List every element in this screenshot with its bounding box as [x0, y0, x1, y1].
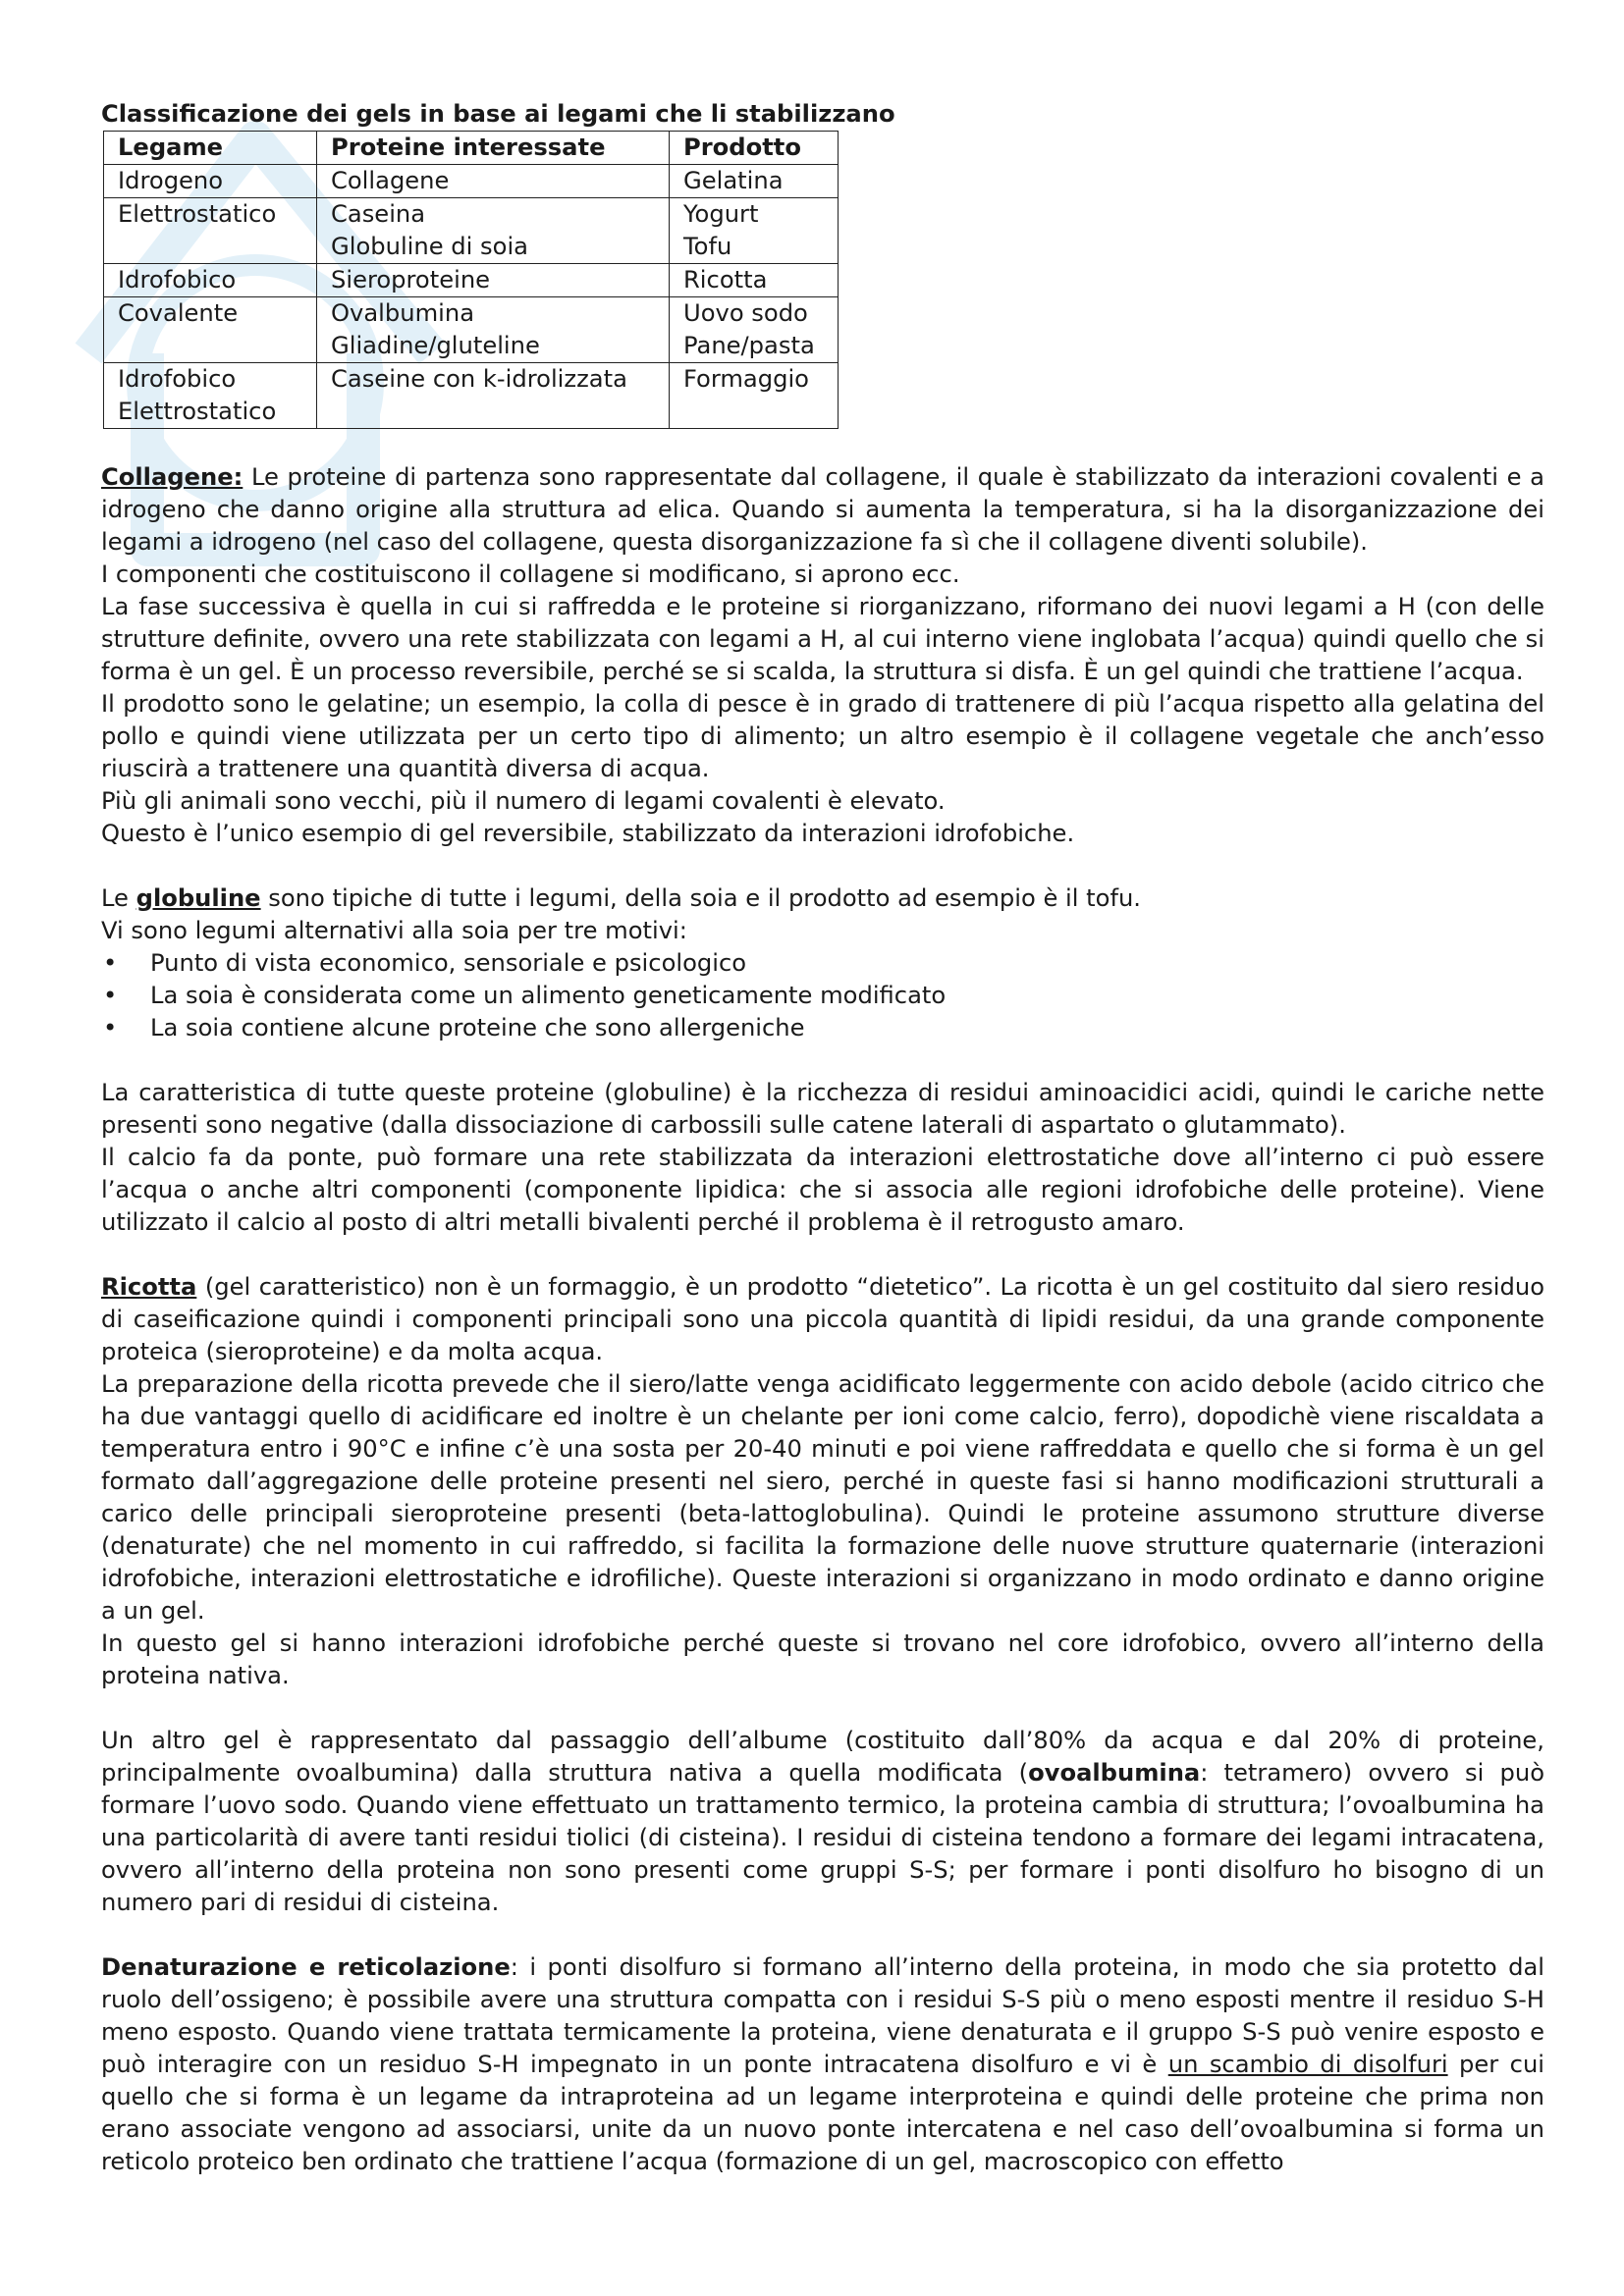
table-title: Classificazione dei gels in base ai legami che li stabilizzano: [101, 100, 895, 128]
bold-term: ovoalbumina: [1028, 1759, 1201, 1787]
section-globuline-details: [101, 1077, 1544, 1239]
cell-text: Idrofobico: [118, 365, 237, 393]
paragraph: I componenti che costituiscono il collagene si modificano, si aprono ecc.: [101, 561, 960, 588]
cell-prodotto: [670, 198, 839, 264]
paragraph-text: Un altro gel è rappresentato dal passaggio dell’albume (costituito dall’80% da acqua e dal 20% di proteine, principalmente ovoalbumina) dalla struttura nativa a quella modificata (: [101, 1727, 1544, 1787]
paragraph-text: sono tipiche di tutte i legumi, della soia e il prodotto ad esempio è il tofu.: [260, 884, 1141, 912]
cell-proteine: [317, 198, 670, 264]
cell-text: Tofu: [683, 233, 732, 260]
cell-text: Sieroproteine: [331, 266, 491, 294]
cell-text: Caseine con k-idrolizzata: [331, 365, 627, 393]
section-ricotta: [101, 1271, 1544, 1692]
paragraph: Questo è l’unico esempio di gel reversibile, stabilizzato da interazioni idrofobiche.: [101, 820, 1075, 847]
cell-text: Ovalbumina: [331, 299, 475, 327]
cell-text: Caseina: [331, 200, 426, 228]
cell-text: Covalente: [118, 299, 239, 327]
section-denaturazione: [101, 1951, 1544, 2178]
section-heading: Ricotta: [101, 1273, 197, 1301]
cell-text: Idrofobico: [118, 266, 237, 294]
paragraph: [101, 882, 1544, 915]
paragraph: Il prodotto sono le gelatine; un esempio, la colla di pesce è in grado di trattenere di più l’acqua rispetto alla gelatina del pollo e quindi viene utilizzata per un certo tipo di alimento; un altro esempio è il collagene vegetale che anch’esso riuscirà a trattenere una quantità diversa di acqua.: [101, 690, 1544, 782]
section-heading: globuline: [135, 884, 261, 912]
cell-legame: [104, 363, 317, 429]
cell-text: Globuline di soia: [331, 233, 528, 260]
section-collagene: [101, 461, 1544, 850]
section-globuline: [101, 882, 1544, 1044]
section-heading: Collagene:: [101, 463, 244, 491]
cell-proteine: [317, 264, 670, 297]
header-proteine: Proteine interessate: [317, 132, 670, 165]
cell-text: Collagene: [331, 167, 450, 194]
cell-text: Gliadine/gluteline: [331, 332, 540, 359]
paragraph: [101, 1725, 1544, 1919]
table-row: [104, 264, 839, 297]
paragraph: La fase successiva è quella in cui si raffredda e le proteine si riorganizzano, riformano dei nuovi legami a H (con delle strutture definite, ovvero una rete stabilizzata con legami a H, al cui interno viene inglobata l’acqua) quindi quello che si forma è un gel. È un processo reversibile, perché se si scalda, la struttura si disfa. È un gel quindi che trattiene l’acqua.: [101, 593, 1544, 685]
cell-prodotto: [670, 363, 839, 429]
paragraph: Il calcio fa da ponte, può formare una rete stabilizzata da interazioni elettrostatiche dove all’interno ci può essere l’acqua o anche altri componenti (componente lipidica: che si associa alle regioni idrofobiche delle proteine). Viene utilizzato il calcio al posto di altri metalli bivalenti perché il problema è il retrogusto amaro.: [101, 1144, 1544, 1236]
paragraph: Vi sono legumi alternativi alla soia per tre motivi:: [101, 917, 687, 944]
paragraph-text: Le: [101, 884, 136, 912]
cell-text: Gelatina: [683, 167, 784, 194]
cell-prodotto: [670, 297, 839, 363]
cell-text: Formaggio: [683, 365, 809, 393]
header-legame: Legame: [104, 132, 317, 165]
bullet-list: [101, 947, 1544, 1044]
cell-text: Uovo sodo: [683, 299, 808, 327]
cell-legame: [104, 165, 317, 198]
cell-text: Idrogeno: [118, 167, 224, 194]
table-header-row: [104, 132, 839, 165]
paragraph: [101, 461, 1544, 559]
cell-legame: [104, 297, 317, 363]
paragraph-text: per cui quello che si forma è un legame da intraproteina ad un legame interproteina e quindi delle proteine che prima non erano associate vengono ad associarsi, unite da un nuovo ponte intercatena e nel caso dell’ovoalbumina si forma un reticolo proteico ben ordinato che trattiene l’acqua (formazione di un gel, macroscopico con effetto: [101, 2051, 1544, 2175]
paragraph-text: (gel caratteristico) non è un formaggio, è un prodotto “dietetico”. La ricotta è un gel costituito dal siero residuo di caseificazione quindi i componenti principali sono una piccola quantità di lipidi residui, da una grande componente proteica (sieroproteine) e da molta acqua.: [101, 1273, 1544, 1365]
cell-proteine: [317, 363, 670, 429]
cell-prodotto: [670, 264, 839, 297]
cell-legame: [104, 264, 317, 297]
list-item: • La soia è considerata come un alimento geneticamente modificato: [101, 980, 1544, 1012]
cell-text: Elettrostatico: [118, 398, 277, 425]
paragraph: [101, 1951, 1544, 2178]
section-heading: Denaturazione e reticolazione: [101, 1953, 511, 1981]
gels-classification-table: [103, 131, 839, 429]
header-prodotto: Prodotto: [670, 132, 839, 165]
paragraph: La caratteristica di tutte queste proteine (globuline) è la ricchezza di residui aminoacidici acidi, quindi le cariche nette presenti sono negative (dalla dissociazione di carbossili sulle catene laterali di aspartato o glutammato).: [101, 1079, 1544, 1139]
cell-proteine: [317, 297, 670, 363]
cell-proteine: [317, 165, 670, 198]
cell-prodotto: [670, 165, 839, 198]
table-row: [104, 297, 839, 363]
cell-text: Ricotta: [683, 266, 768, 294]
cell-text: Elettrostatico: [118, 200, 277, 228]
paragraph: La preparazione della ricotta prevede che il siero/latte venga acidificato leggermente con acido debole (acido citrico che ha due vantaggi quello di acidificare ed inoltre è un chelante per ioni come calcio, ferro), dopodichè viene riscaldata a temperatura entro i 90°C e infine c’è una sosta per 20-40 minuti e poi viene raffreddata e quello che si forma è un gel formato dall’aggregazione delle proteine presenti nel siero, perché in queste fasi si hanno modificazioni strutturali a carico delle principali sieroproteine presenti (beta-lattoglobulina). Quindi le proteine assumono strutture diverse (denaturate) che nel momento in cui raffreddo, si facilita la formazione delle nuove strutture quaternarie (interazioni idrofobiche, interazioni elettrostatiche e idrofiliche). Queste interazioni si organizzano in modo ordinato e danno origine a un gel.: [101, 1370, 1544, 1625]
list-item: • Punto di vista economico, sensoriale e psicologico: [101, 947, 1544, 980]
paragraph-text: : i ponti disolfuro si formano all’interno della proteina, in modo che sia protetto dal ruolo dell’ossigeno; è possibile avere una struttura compatta con i residui S-S più o meno esposti mentre il residuo S-H meno esposto. Quando viene trattata termicamente la proteina, viene denaturata e il gruppo S-S può venire esposto e può interagire con un residuo S-H impegnato in un ponte intracatena disolfuro e vi è: [101, 1953, 1544, 2078]
paragraph: In questo gel si hanno interazioni idrofobiche perché queste si trovano nel core idrofobico, ovvero all’interno della proteina nativa.: [101, 1629, 1544, 1689]
paragraph: Più gli animali sono vecchi, più il numero di legami covalenti è elevato.: [101, 787, 946, 815]
cell-text: Pane/pasta: [683, 332, 815, 359]
paragraph-text: Le proteine di partenza sono rappresentate dal collagene, il quale è stabilizzato da interazioni covalenti e a idrogeno che danno origine alla struttura ad elica. Quando si aumenta la temperatura, si ha la disorganizzazione dei legami a idrogeno (nel caso del collagene, questa disorganizzazione fa sì che il collagene diventi solubile).: [101, 463, 1544, 556]
document-page: [101, 98, 1544, 2178]
cell-legame: [104, 198, 317, 264]
list-item: • La soia contiene alcune proteine che sono allergeniche: [101, 1012, 1544, 1044]
table-row: [104, 165, 839, 198]
section-albume: [101, 1725, 1544, 1919]
paragraph: [101, 1271, 1544, 1368]
paragraph-text: : tetramero) ovvero si può formare l’uovo sodo. Quando viene effettuato un trattamento termico, la proteina cambia di struttura; l’ovoalbumina ha una particolarità di avere tanti residui tiolici (di cisteina). I residui di cisteina tendono a formare dei legami intracatena, ovvero all’interno della proteina non sono presenti come gruppi S-S; per formare i ponti disolfuro ho bisogno di un numero pari di residui di cisteina.: [101, 1759, 1544, 1916]
underlined-term: un scambio di disolfuri: [1167, 2051, 1448, 2078]
cell-text: Yogurt: [683, 200, 759, 228]
table-row: [104, 363, 839, 429]
table-row: [104, 198, 839, 264]
